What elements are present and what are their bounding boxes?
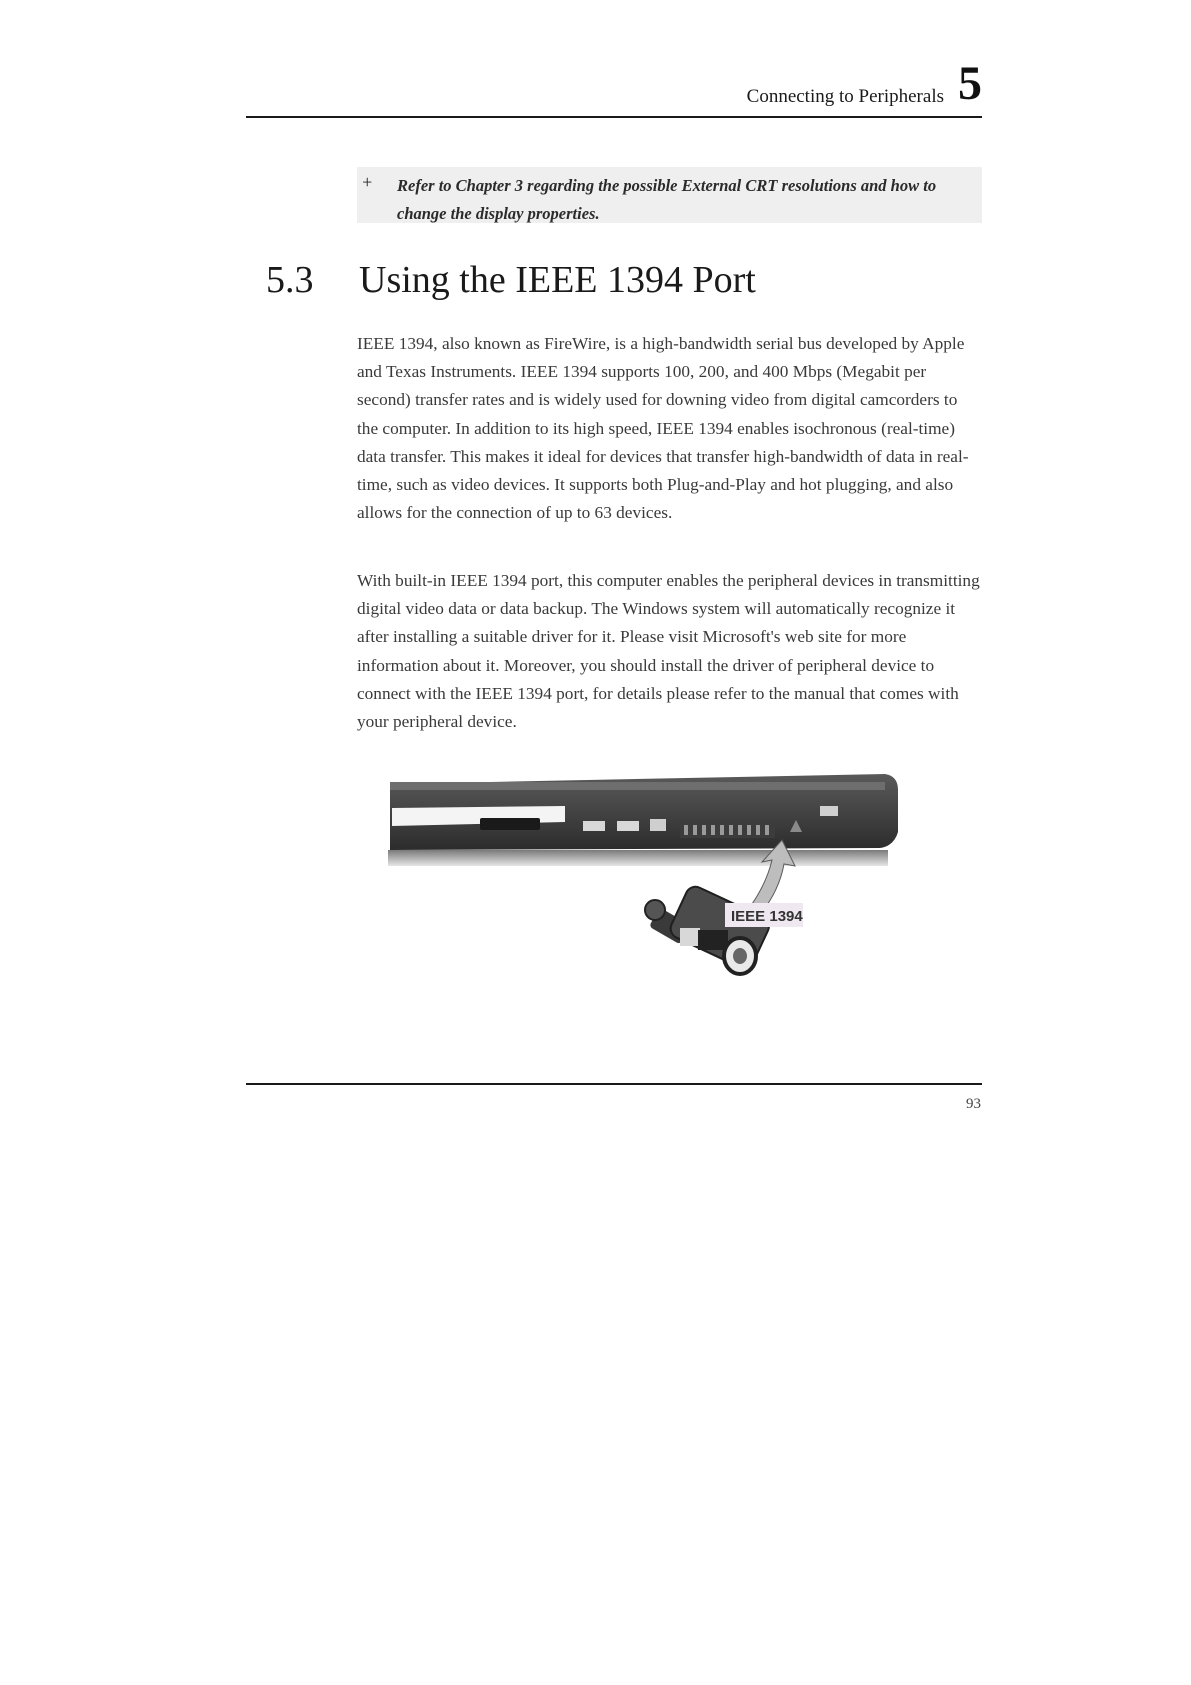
section-title: Using the IEEE 1394 Port [359,259,756,301]
camcorder-icon [645,884,772,974]
note-box [357,167,982,223]
laptop-icon [388,774,898,866]
section-heading [266,258,756,302]
section-number: 5.3 [266,259,314,301]
paragraph: IEEE 1394, also known as FireWire, is a high-bandwidth serial bus developed by Apple and Texas Instruments. IEEE 1394 supports 100, 200, and 400 Mbps (Megabit per second) transfer rates and is widely used for downing video from digital camcorders to the computer. In addition to its high speed, IEEE 1394 enables isochronous (real-time) data transfer. This makes it ideal for devices that transfer high-bandwidth of data in real-time, such as video devices. It supports both Plug-and-Play and hot plugging, and also allows for the connection of up to 63 devices. [357,334,969,523]
laptop-camcorder-illustration [380,770,910,980]
footer-rule [246,1083,982,1085]
note-bullet: + [361,172,374,192]
chapter-title: Connecting to Peripherals [746,86,944,107]
chapter-number: 5 [958,57,982,110]
figure-label: IEEE 1394 [731,908,803,925]
page-header [246,58,982,118]
paragraph: With built-in IEEE 1394 port, this computer enables the peripheral devices in transmitting digital video data or data backup. The Windows system will automatically recognize it after installing a suitable driver for it. Please visit Microsoft's web site for more information about it. Moreover, you should install the driver of peripheral device to connect with the IEEE 1394 port, for details please refer to the manual that comes with your peripheral device. [357,571,980,732]
note-text: Refer to Chapter 3 regarding the possible External CRT resolutions and how to change the display properties. [397,176,937,223]
page-number: 93 [966,1096,981,1112]
